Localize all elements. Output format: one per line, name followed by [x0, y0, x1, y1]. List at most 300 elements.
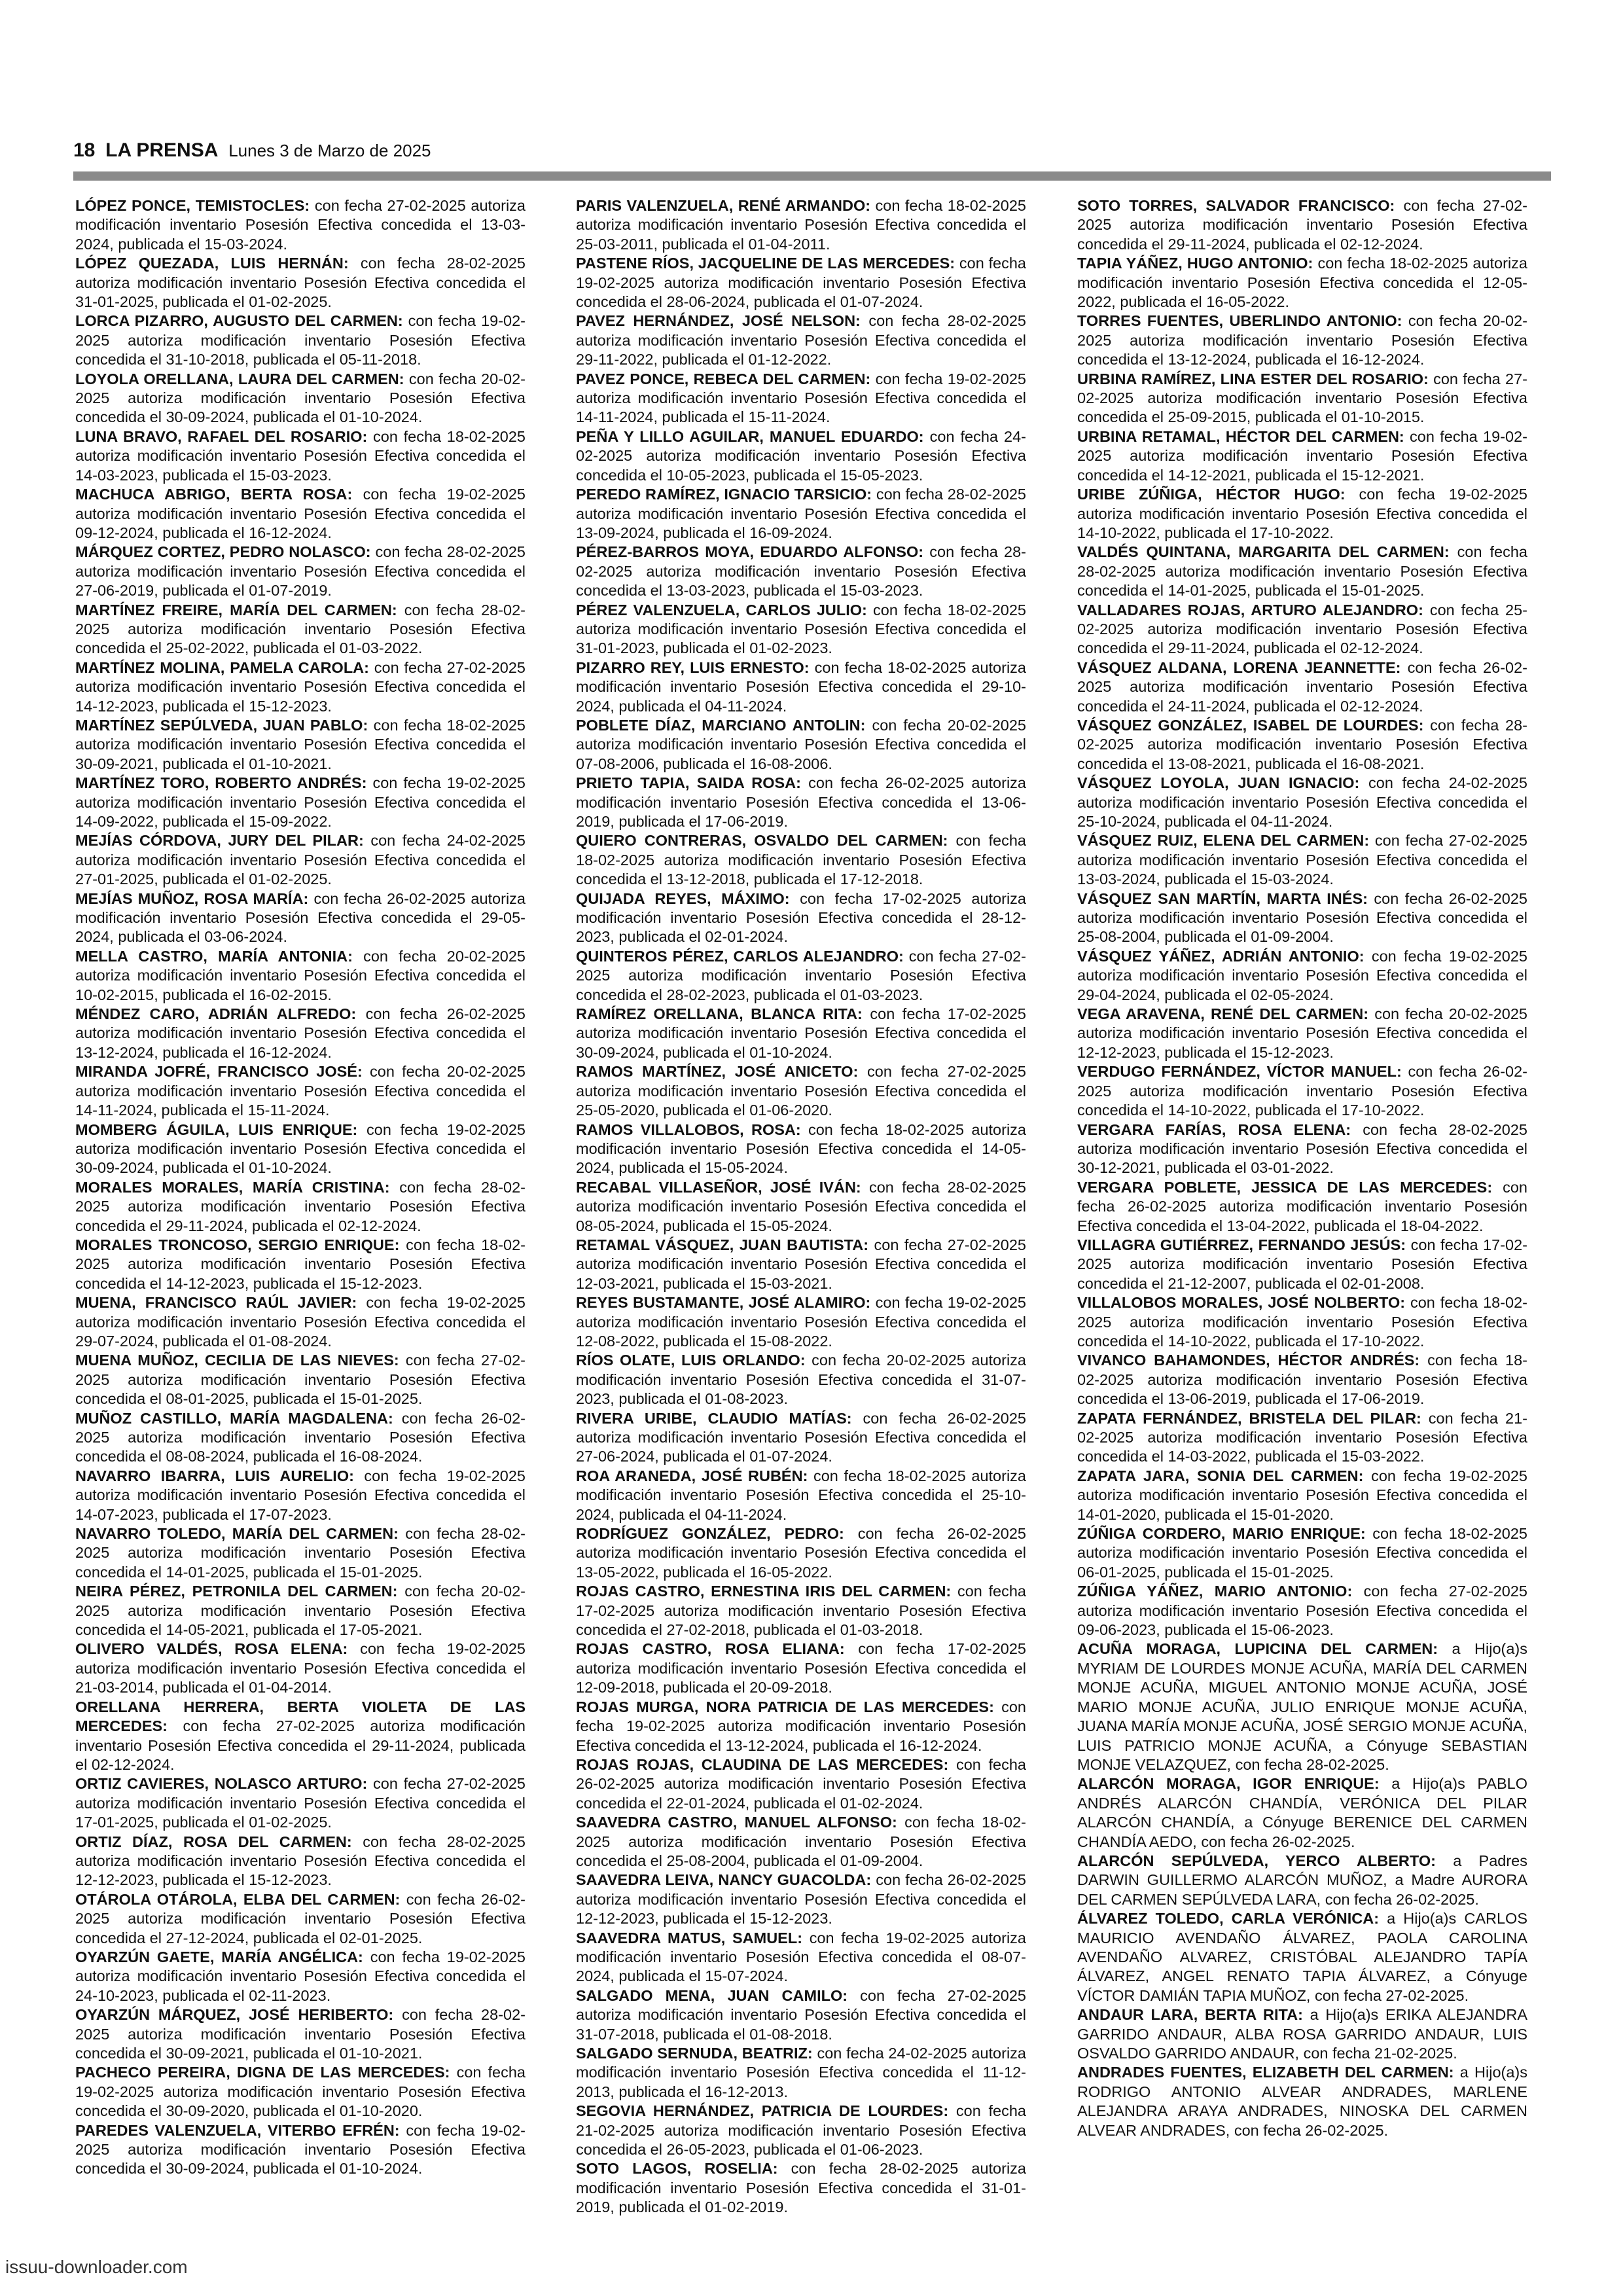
notice-entry-name: POBLETE DÍAZ, MARCIANO ANTOLIN: — [576, 716, 866, 734]
notice-entry-text: con fecha 28-02-2025 autoriza modificación inventario Posesión Efectiva concedida el 29-11-2022, publicada el 01-12-2022. — [576, 312, 1026, 368]
notice-entry-name: URBINA RETAMAL, HÉCTOR DEL CARMEN: — [1077, 427, 1404, 445]
notice-entry — [75, 254, 526, 312]
notice-entry-name: MEJÍAS CÓRDOVA, JURY DEL PILAR: — [75, 832, 364, 850]
page-header — [73, 136, 431, 165]
notice-entry — [75, 1467, 526, 1524]
notice-entry-name: URBINA RAMÍREZ, LINA ESTER DEL ROSARIO: — [1077, 370, 1429, 387]
notice-entry-name: VILLALOBOS MORALES, JOSÉ NOLBERTO: — [1077, 1294, 1406, 1312]
notice-entry-text: con fecha 28-02-2025 autoriza modificación inventario Posesión Efectiva concedida el 25-02-2022, publicada el 01-03-2022. — [75, 601, 526, 657]
notice-entry-text: con fecha 21-02-2025 autoriza modificación inventario Posesión Efectiva concedida el 14-03-2022, publicada el 15-03-2022. — [1077, 1409, 1527, 1465]
notice-entry-name: ORELLANA HERRERA, BERTA VIOLETA DE LAS MERCEDES: — [75, 1698, 526, 1735]
notice-entry-text: con fecha 18-02-2025 autoriza modificación inventario Posesión Efectiva concedida el 25-08-2004, publicada el 01-09-2004. — [576, 1814, 1026, 1869]
notice-entry-name: OLIVERO VALDÉS, ROSA ELENA: — [75, 1640, 348, 1658]
notice-entry — [576, 1236, 1026, 1293]
notice-entry-name: PAVEZ PONCE, REBECA DEL CARMEN: — [576, 370, 871, 387]
notice-entry-name: MEJÍAS MUÑOZ, ROSA MARÍA: — [75, 889, 309, 907]
notice-entry-text: con fecha 19-02-2025 autoriza modificación inventario Posesión Efectiva concedida el 14-07-2023, publicada el 17-07-2023. — [75, 1467, 526, 1523]
notice-entry-text: con fecha 25-02-2025 autoriza modificación inventario Posesión Efectiva concedida el 29-11-2024, publicada el 02-12-2024. — [1077, 601, 1527, 657]
notice-entry-name: ALARCÓN MORAGA, IGOR ENRIQUE: — [1077, 1775, 1380, 1793]
notice-entry — [576, 1986, 1026, 2044]
notice-entry-text: con fecha 24-02-2025 autoriza modificación inventario Posesión Efectiva concedida el 10-05-2023, publicada el 15-05-2023. — [576, 427, 1026, 484]
notice-entry-name: SAAVEDRA MATUS, SAMUEL: — [576, 1929, 803, 1946]
notice-entry — [576, 716, 1026, 774]
notice-entry-text: con fecha 19-02-2025 autoriza modificación inventario Posesión Efectiva concedida el 14-11-2024, publicada el 15-11-2024. — [576, 370, 1026, 426]
notice-entry — [75, 427, 526, 485]
notice-entry-name: SALGADO SERNUDA, BEATRIZ: — [576, 2045, 813, 2062]
notice-entry-name: SALGADO MENA, JUAN CAMILO: — [576, 1986, 848, 2004]
notice-entry-text: con fecha 26-02-2025 autoriza modificación inventario Posesión Efectiva concedida el 24-11-2024, publicada el 02-12-2024. — [1077, 658, 1527, 715]
notice-entry-name: REYES BUSTAMANTE, JOSÉ ALAMIRO: — [576, 1294, 871, 1312]
notice-entry-name: PASTENE RÍOS, JACQUELINE DE LAS MERCEDES: — [576, 255, 955, 272]
notice-entry — [75, 1005, 526, 1062]
notice-entry-name: LUNA BRAVO, RAFAEL DEL ROSARIO: — [75, 427, 368, 445]
notice-entry — [576, 601, 1026, 658]
notice-entry-text: con fecha 28-02-2025 autoriza modificación inventario Posesión Efectiva concedida el 30-12-2021, publicada el 03-01-2022. — [1077, 1121, 1527, 1177]
notice-entry-text: con fecha 19-02-2025 autoriza modificación inventario Posesión Efectiva concedida el 30-09-2024, publicada el 01-10-2024. — [75, 2121, 526, 2178]
notice-entry-name: NAVARRO TOLEDO, MARÍA DEL CARMEN: — [75, 1525, 399, 1543]
notice-entry — [576, 1871, 1026, 1928]
notice-entry-text: con fecha 26-02-2025 autoriza modificación inventario Posesión Efectiva concedida el 22-01-2024, publicada el 01-02-2024. — [576, 1755, 1026, 1812]
notice-entry-text: con fecha 28-02-2025 autoriza modificación inventario Posesión Efectiva concedida el 13-03-2023, publicada el 15-03-2023. — [576, 543, 1026, 600]
notice-entry-text: con fecha 28-02-2025 autoriza modificación inventario Posesión Efectiva concedida el 14-01-2025, publicada el 15-01-2025. — [1077, 543, 1528, 600]
notice-entry-name: LÓPEZ PONCE, TEMISTOCLES: — [75, 197, 310, 214]
notice-entry-name: RÍOS OLATE, LUIS ORLANDO: — [576, 1352, 806, 1369]
notice-entry-text: con fecha 20-02-2025 autoriza modificación inventario Posesión Efectiva concedida el 12-12-2023, publicada el 15-12-2023. — [1077, 1005, 1527, 1061]
notice-entry — [576, 2159, 1026, 2217]
notice-entry-text: con fecha 17-02-2025 autoriza modificación inventario Posesión Efectiva concedida el 12-09-2018, publicada el 20-09-2018. — [576, 1640, 1026, 1696]
notice-entry — [1077, 2063, 1527, 2140]
notice-entry — [75, 889, 526, 947]
notice-entry-name: ANDRADES FUENTES, ELIZABETH DEL CARMEN: — [1077, 2064, 1454, 2081]
notice-entry — [1077, 1121, 1527, 1178]
notice-entry-name: VERGARA FARÍAS, ROSA ELENA: — [1077, 1121, 1351, 1138]
notice-entry — [1077, 1062, 1527, 1120]
notice-entry-text: con fecha 28-02-2025 autoriza modificación inventario Posesión Efectiva concedida el 13-09-2024, publicada el 16-09-2024. — [576, 486, 1026, 541]
notice-entry-name: MIRANDA JOFRÉ, FRANCISCO JOSÉ: — [75, 1063, 363, 1081]
notice-entry — [576, 1409, 1026, 1467]
notice-entry-text: con fecha 28-02-2025 autoriza modificación inventario Posesión Efectiva concedida el 31-01-2019, publicada el 01-02-2019. — [576, 2160, 1026, 2216]
notice-entry-name: RODRÍGUEZ GONZÁLEZ, PEDRO: — [576, 1525, 844, 1543]
notice-entry — [1077, 254, 1527, 312]
notice-entry — [75, 1890, 526, 1948]
notice-entry — [576, 1813, 1026, 1871]
notice-entry — [1077, 485, 1527, 543]
notice-entry-text: con fecha 28-02-2025 autoriza modificación inventario Posesión Efectiva concedida el 13-08-2021, publicada el 16-08-2021. — [1077, 716, 1527, 772]
notice-entry-name: RAMOS VILLALOBOS, ROSA: — [576, 1121, 801, 1138]
notice-entry-text: con fecha 27-02-2025 autoriza modificación inventario Posesión Efectiva concedida el 13-03-2024, publicada el 15-03-2024. — [1077, 832, 1527, 888]
notice-entry-text: con fecha 27-02-2025 autoriza modificación inventario Posesión Efectiva concedida el 25-05-2020, publicada el 01-06-2020. — [576, 1063, 1026, 1119]
notice-entry-text: con fecha 20-02-2025 autoriza modificación inventario Posesión Efectiva concedida el 07-08-2006, publicada el 16-08-2006. — [576, 716, 1026, 772]
notice-entry-text: con fecha 28-02-2025 autoriza modificación inventario Posesión Efectiva concedida el 08-05-2024, publicada el 15-05-2024. — [576, 1178, 1026, 1234]
notice-entry-text: con fecha 28-02-2025 autoriza modificación inventario Posesión Efectiva concedida el 31-01-2025, publicada el 01-02-2025. — [75, 255, 526, 311]
notice-entry-text: con fecha 19-02-2025 autoriza modificación inventario Posesión Efectiva concedida el 14-12-2021, publicada el 15-12-2021. — [1077, 427, 1527, 484]
notice-entry-text: con fecha 26-02-2025 autoriza modificación inventario Posesión Efectiva concedida el 27-12-2024, publicada el 02-01-2025. — [75, 1890, 526, 1946]
notice-entry-name: ZAPATA FERNÁNDEZ, BRISTELA DEL PILAR: — [1077, 1409, 1421, 1427]
notice-entry-name: ÁLVAREZ TOLEDO, CARLA VERÓNICA: — [1077, 1910, 1380, 1928]
notice-entry-name: ROJAS CASTRO, ERNESTINA IRIS DEL CARMEN: — [576, 1583, 952, 1600]
notice-entry-text: a Hijo(a)s PABLO ANDRÉS ALARCÓN CHANDÍA, VERÓNICA DEL PILAR ALARCÓN CHANDÍA, a Cónyuge BERENICE DEL CARMEN CHANDÍA AEDO, con fecha 26-02-2025. — [1077, 1775, 1527, 1850]
notice-entry — [1077, 1524, 1527, 1582]
notice-entry-text: con fecha 26-02-2025 autoriza modificación inventario Posesión Efectiva concedida el 13-12-2024, publicada el 16-12-2024. — [75, 1005, 526, 1061]
notice-entry — [1077, 1409, 1527, 1467]
notice-entry-text: con fecha 18-02-2025 autoriza modificación inventario Posesión Efectiva concedida el 30-09-2021, publicada el 01-10-2021. — [75, 716, 526, 772]
notice-entry-text: con fecha 20-02-2025 autoriza modificación inventario Posesión Efectiva concedida el 10-02-2015, publicada el 16-02-2015. — [75, 947, 526, 1003]
notice-entry — [75, 1178, 526, 1236]
notice-entry-name: PÉREZ-BARROS MOYA, EDUARDO ALFONSO: — [576, 543, 924, 561]
notice-entry — [1077, 774, 1527, 831]
notice-entry-text: con fecha 19-02-2025 autoriza modificación inventario Posesión Efectiva concedida el 08-07-2024, publicada el 15-07-2024. — [576, 1929, 1026, 1985]
notice-entry-name: MÉNDEZ CARO, ADRIÁN ALFREDO: — [75, 1005, 357, 1023]
notice-entry — [1077, 716, 1527, 774]
notice-entry-text: a Hijo(a)s CARLOS MAURICIO AVENDAÑO ÁLVAREZ, PAOLA CAROLINA AVENDAÑO ALVAREZ, CRISTÓBAL ALEJANDRO TAPÍA ÁLVAREZ, ANGEL RENATO TAPIA ÁLVAREZ, a Cónyuge VÍCTOR DAMIÁN TAPIA MUÑOZ, con fecha 27-02-2025. — [1077, 1910, 1527, 2004]
notice-entry-name: RAMÍREZ ORELLANA, BLANCA RITA: — [576, 1005, 863, 1023]
notice-entry — [75, 716, 526, 774]
notice-entry-name: VÁSQUEZ ALDANA, LORENA JEANNETTE: — [1077, 658, 1401, 676]
notice-entry — [1077, 658, 1527, 716]
notice-entry-name: QUIERO CONTRERAS, OSVALDO DEL CARMEN: — [576, 832, 948, 850]
notice-entry-text: con fecha 27-02-2025 autoriza modificación inventario Posesión Efectiva concedida el 29-11-2024, publicada el 02-12-2024. — [1077, 197, 1527, 253]
notice-entry — [576, 2044, 1026, 2102]
publication-name: LA PRENSA — [105, 139, 219, 161]
notice-entry — [75, 2005, 526, 2063]
notice-entry-text: con fecha 19-02-2025 autoriza modificación inventario Posesión Efectiva concedida el 21-03-2014, publicada el 01-04-2014. — [75, 1640, 526, 1696]
notice-entry — [1077, 1005, 1527, 1062]
notice-entry — [1077, 196, 1527, 254]
notice-entry-name: SOTO LAGOS, ROSELIA: — [576, 2160, 778, 2178]
notice-entry-name: MÁRQUEZ CORTEZ, PEDRO NOLASCO: — [75, 543, 371, 561]
notice-entry-text: con fecha 24-02-2025 autoriza modificación inventario Posesión Efectiva concedida el 11-12-2013, publicada el 16-12-2013. — [576, 2045, 1026, 2100]
notice-entry — [576, 947, 1026, 1005]
notice-entry-name: PAREDES VALENZUELA, VITERBO EFRÉN: — [75, 2121, 400, 2139]
notice-entry — [1077, 543, 1527, 600]
notice-entry-text: con fecha 18-02-2025 autoriza modificación inventario Posesión Efectiva concedida el 25-10-2024, publicada el 04-11-2024. — [576, 1467, 1026, 1523]
notice-entry-text: con fecha 26-02-2025 autoriza modificación inventario Posesión Efectiva concedida el 08-08-2024, publicada el 16-08-2024. — [75, 1409, 526, 1465]
notice-entry — [576, 1640, 1026, 1697]
notice-entry-name: VÁSQUEZ GONZÁLEZ, ISABEL DE LOURDES: — [1077, 716, 1424, 734]
notice-entry-name: PAVEZ HERNÁNDEZ, JOSÉ NELSON: — [576, 312, 861, 330]
notice-entry-name: OTÁROLA OTÁROLA, ELBA DEL CARMEN: — [75, 1890, 401, 1908]
notice-entry-text: con fecha 21-02-2025 autoriza modificación inventario Posesión Efectiva concedida el 26-05-2023, publicada el 01-06-2023. — [576, 2102, 1026, 2159]
notice-entry — [75, 196, 526, 254]
notice-entry — [576, 889, 1026, 947]
notice-entry-name: PARIS VALENZUELA, RENÉ ARMANDO: — [576, 197, 871, 214]
notice-entry — [75, 658, 526, 716]
notice-entry — [1077, 1909, 1527, 2005]
notice-entry-text: con fecha 27-02-2025 autoriza modificación inventario Posesión Efectiva concedida el 28-02-2023, publicada el 01-03-2023. — [576, 947, 1026, 1003]
notice-entry-text: con fecha 26-02-2025 autoriza modificación inventario Posesión Efectiva concedida el 13-06-2019, publicada el 17-06-2019. — [576, 774, 1026, 830]
notice-entry-name: RETAMAL VÁSQUEZ, JUAN BAUTISTA: — [576, 1236, 869, 1253]
notice-entry-text: con fecha 18-02-2025 autoriza modificación inventario Posesión Efectiva concedida el 14-12-2023, publicada el 15-12-2023. — [75, 1236, 526, 1292]
notice-entry-text: a Padres DARWIN GUILLERMO ALARCÓN MUÑOZ, a Madre AURORA DEL CARMEN SEPÚLVEDA LARA, con fecha 26-02-2025. — [1077, 1852, 1528, 1908]
notice-entry-name: MARTÍNEZ SEPÚLVEDA, JUAN PABLO: — [75, 716, 368, 734]
notice-entry-text: con fecha 19-02-2025 autoriza modificación inventario Posesión Efectiva concedida el 12-08-2022, publicada el 15-08-2022. — [576, 1294, 1026, 1350]
notice-entry-text: con fecha 27-02-2025 autoriza modificación inventario Posesión Efectiva concedida el 29-11-2024, publicada el 02-12-2024. — [75, 1717, 526, 1773]
notice-entry — [576, 658, 1026, 716]
notice-entry-name: ZAPATA JARA, SONIA DEL CARMEN: — [1077, 1467, 1364, 1484]
notice-entry-text: con fecha 20-02-2025 autoriza modificación inventario Posesión Efectiva concedida el 31-07-2023, publicada el 01-08-2023. — [576, 1352, 1026, 1408]
notice-entry — [576, 1755, 1026, 1813]
notice-entry-text: con fecha 26-02-2025 autoriza modificación inventario Posesión Efectiva concedida el 12-12-2023, publicada el 15-12-2023. — [576, 1871, 1026, 1928]
notice-entry — [1077, 1236, 1527, 1293]
notice-entry-text: con fecha 19-02-2025 autoriza modificación inventario Posesión Efectiva concedida el 29-07-2024, publicada el 01-08-2024. — [75, 1294, 526, 1350]
notice-entry-name: PEÑA Y LILLO AGUILAR, MANUEL EDUARDO: — [576, 427, 924, 445]
notice-entry-text: a Hijo(a)s MYRIAM DE LOURDES MONJE ACUÑA, MARÍA DEL CARMEN MONJE ACUÑA, MIGUEL ANTONIO MONJE ACUÑA, JOSÉ MARIO MONJE ACUÑA, JULIO ENRIQUE MONJE ACUÑA, JUANA MARÍA MONJE ACUÑA, JOSÉ SERGIO MONJE ACUÑA, LUIS PATRICIO MONJE ACUÑA, a Cónyuge SEBASTIAN MONJE VELAZQUEZ, con fecha 28-02-2025. — [1077, 1640, 1527, 1773]
notice-entry — [75, 370, 526, 427]
notice-entry-name: MARTÍNEZ TORO, ROBERTO ANDRÉS: — [75, 774, 367, 792]
notice-entry — [576, 1698, 1026, 1755]
notice-entry-text: con fecha 18-02-2025 autoriza modificación inventario Posesión Efectiva concedida el 14-03-2023, publicada el 15-03-2023. — [75, 427, 526, 484]
notice-entry — [1077, 1774, 1527, 1852]
notice-entry — [75, 312, 526, 369]
notice-entry-text: con fecha 19-02-2025 autoriza modificación inventario Posesión Efectiva concedida el 14-10-2022, publicada el 17-10-2022. — [1077, 486, 1527, 541]
notice-entry-text: con fecha 27-02-2025 autoriza modificación inventario Posesión Efectiva concedida el 17-01-2025, publicada el 01-02-2025. — [75, 1775, 526, 1831]
notice-entry-text: con fecha 17-02-2025 autoriza modificación inventario Posesión Efectiva concedida el 28-12-2023, publicada el 02-01-2024. — [576, 889, 1027, 946]
notice-entry — [576, 774, 1026, 831]
notice-entry-text: con fecha 18-02-2025 autoriza modificación inventario Posesión Efectiva concedida el 14-05-2024, publicada el 15-05-2024. — [576, 1121, 1026, 1177]
notice-entry-text: con fecha 26-02-2025 autoriza modificación inventario Posesión Efectiva concedida el 13-04-2022, publicada el 18-04-2022. — [1077, 1178, 1527, 1234]
notice-entry — [75, 1582, 526, 1640]
notice-entry-text: con fecha 18-02-2025 autoriza modificación inventario Posesión Efectiva concedida el 12-05-2022, publicada el 16-05-2022. — [1077, 255, 1527, 311]
notice-entry — [1077, 427, 1527, 485]
publication-date: Lunes 3 de Marzo de 2025 — [228, 141, 431, 160]
notice-entry-name: MORALES MORALES, MARÍA CRISTINA: — [75, 1178, 390, 1196]
notice-entry-name: LOYOLA ORELLANA, LAURA DEL CARMEN: — [75, 370, 404, 387]
notice-entry — [576, 1929, 1026, 1986]
notice-entry — [576, 427, 1026, 485]
notice-entry-name: ORTIZ CAVIERES, NOLASCO ARTURO: — [75, 1775, 368, 1793]
notice-entry — [1077, 1582, 1527, 1640]
header-rule — [73, 171, 1551, 181]
notice-entry-name: VERDUGO FERNÁNDEZ, VÍCTOR MANUEL: — [1077, 1063, 1402, 1081]
notice-entry — [576, 1005, 1026, 1062]
notice-entry-text: con fecha 19-02-2025 autoriza modificación inventario Posesión Efectiva concedida el 30-09-2020, publicada el 01-10-2020. — [75, 2064, 526, 2120]
notice-entry-name: VEGA ARAVENA, RENÉ DEL CARMEN: — [1077, 1005, 1369, 1023]
notice-entry-name: QUIJADA REYES, MÁXIMO: — [576, 889, 790, 907]
notice-entry — [1077, 889, 1527, 947]
notice-entry — [75, 543, 526, 600]
notice-entry — [75, 1236, 526, 1293]
notice-entry-text: con fecha 19-02-2025 autoriza modificación inventario Posesión Efectiva concedida el 30-09-2024, publicada el 01-10-2024. — [75, 1121, 526, 1177]
notice-entry-name: PÉREZ VALENZUELA, CARLOS JULIO: — [576, 601, 867, 619]
source-watermark: issuu-downloader.com — [5, 2257, 188, 2277]
notice-entry-name: VALDÉS QUINTANA, MARGARITA DEL CARMEN: — [1077, 543, 1450, 561]
notice-entry-name: VÁSQUEZ SAN MARTÍN, MARTA INÉS: — [1077, 889, 1368, 907]
notice-entry-text: con fecha 19-02-2025 autoriza modificación inventario Posesión Efectiva concedida el 31-10-2018, publicada el 05-11-2018. — [75, 312, 526, 368]
notice-entry — [75, 774, 526, 831]
notice-entry-name: VALLADARES ROJAS, ARTURO ALEJANDRO: — [1077, 601, 1423, 619]
notice-entry-name: TORRES FUENTES, UBERLINDO ANTONIO: — [1077, 312, 1402, 330]
notice-entry — [576, 543, 1026, 600]
notice-entry-name: ZÚÑIGA CORDERO, MARIO ENRIQUE: — [1077, 1525, 1366, 1543]
notice-entry-name: RAMOS MARTÍNEZ, JOSÉ ANICETO: — [576, 1063, 859, 1081]
notice-entry-text: con fecha 24-02-2025 autoriza modificación inventario Posesión Efectiva concedida el 25-10-2024, publicada el 04-11-2024. — [1077, 774, 1527, 830]
notice-entry-name: MELLA CASTRO, MARÍA ANTONIA: — [75, 947, 353, 965]
notice-entry-name: SAAVEDRA CASTRO, MANUEL ALFONSO: — [576, 1814, 897, 1831]
notice-entry-name: ORTIZ DÍAZ, ROSA DEL CARMEN: — [75, 1833, 352, 1850]
notice-entry-text: con fecha 17-02-2025 autoriza modificación inventario Posesión Efectiva concedida el 30-09-2024, publicada el 01-10-2024. — [576, 1005, 1026, 1061]
notice-entry — [576, 254, 1026, 312]
notice-entry — [75, 485, 526, 543]
notice-entry-name: ANDAUR LARA, BERTA RITA: — [1077, 2006, 1303, 2024]
notice-entry-name: ROA ARANEDA, JOSÉ RUBÉN: — [576, 1467, 808, 1484]
notice-entry — [1077, 1467, 1527, 1524]
notice-entry-name: MORALES TRONCOSO, SERGIO ENRIQUE: — [75, 1236, 400, 1253]
notice-entry-name: SOTO TORRES, SALVADOR FRANCISCO: — [1077, 197, 1395, 214]
notice-entry — [1077, 947, 1527, 1005]
notice-entry-text: con fecha 27-02-2025 autoriza modificación inventario Posesión Efectiva concedida el 12-03-2021, publicada el 15-03-2021. — [576, 1236, 1026, 1292]
notice-entry-text: con fecha 18-02-2025 autoriza modificación inventario Posesión Efectiva concedida el 14-10-2022, publicada el 17-10-2022. — [1077, 1294, 1527, 1350]
notice-entry — [576, 1293, 1026, 1351]
notice-entry-name: PACHECO PEREIRA, DIGNA DE LAS MERCEDES: — [75, 2064, 450, 2081]
notice-entry-name: ACUÑA MORAGA, LUPICINA DEL CARMEN: — [1077, 1640, 1438, 1658]
notice-entry-text: con fecha 17-02-2025 autoriza modificación inventario Posesión Efectiva concedida el 27-02-2018, publicada el 01-03-2018. — [576, 1583, 1026, 1639]
notice-entry-text: con fecha 19-02-2025 autoriza modificación inventario Posesión Efectiva concedida el 28-06-2024, publicada el 01-07-2024. — [576, 255, 1027, 311]
notice-entry-name: NAVARRO IBARRA, LUIS AURELIO: — [75, 1467, 354, 1484]
notice-entry-name: LÓPEZ QUEZADA, LUIS HERNÁN: — [75, 255, 349, 272]
notice-entry-name: SEGOVIA HERNÁNDEZ, PATRICIA DE LOURDES: — [576, 2102, 949, 2120]
notice-entry — [75, 1351, 526, 1408]
notice-entry — [1077, 1293, 1527, 1351]
notice-entry — [576, 1121, 1026, 1178]
notice-entry-name: SAAVEDRA LEIVA, NANCY GUACOLDA: — [576, 1871, 872, 1889]
notice-entry — [1077, 831, 1527, 889]
notice-entry-name: ROJAS CASTRO, ROSA ELIANA: — [576, 1640, 845, 1658]
notice-entry — [75, 1293, 526, 1351]
notice-entry-text: con fecha 26-02-2025 autoriza modificación inventario Posesión Efectiva concedida el 13-05-2022, publicada el 16-05-2022. — [576, 1525, 1026, 1581]
notice-entry-text: a Hijo(a)s ERIKA ALEJANDRA GARRIDO ANDAUR, ALBA ROSA GARRIDO ANDAUR, LUIS OSVALDO GARRIDO ANDAUR, con fecha 21-02-2025. — [1077, 2006, 1528, 2062]
notice-entry-name: MARTÍNEZ FREIRE, MARÍA DEL CARMEN: — [75, 601, 397, 619]
notice-entry-text: con fecha 28-02-2025 autoriza modificación inventario Posesión Efectiva concedida el 29-11-2024, publicada el 02-12-2024. — [75, 1178, 526, 1234]
notice-entry-text: con fecha 26-02-2025 autoriza modificación inventario Posesión Efectiva concedida el 25-08-2004, publicada el 01-09-2004. — [1077, 889, 1527, 946]
notice-entry-name: MUENA MUÑOZ, CECILIA DE LAS NIEVES: — [75, 1352, 399, 1369]
notice-entry — [75, 1774, 526, 1832]
notice-entry — [1077, 601, 1527, 658]
notice-entry-text: con fecha 18-02-2025 autoriza modificación inventario Posesión Efectiva concedida el 13-12-2018, publicada el 17-12-2018. — [576, 832, 1026, 888]
notice-entry-name: MUÑOZ CASTILLO, MARÍA MAGDALENA: — [75, 1409, 393, 1427]
notice-entry — [75, 1833, 526, 1890]
notice-entry-text: con fecha 20-02-2025 autoriza modificación inventario Posesión Efectiva concedida el 14-11-2024, publicada el 15-11-2024. — [75, 1063, 526, 1119]
notice-entry-name: PRIETO TAPIA, SAIDA ROSA: — [576, 774, 801, 792]
notice-entry-text: con fecha 18-02-2025 autoriza modificación inventario Posesión Efectiva concedida el 29-10-2024, publicada el 04-11-2024. — [576, 658, 1026, 715]
notice-entry — [1077, 370, 1527, 427]
notice-entry — [75, 2121, 526, 2179]
notice-entry-text: con fecha 19-02-2025 autoriza modificación inventario Posesión Efectiva concedida el 24-10-2023, publicada el 02-11-2023. — [75, 1948, 526, 2004]
notice-entry-text: con fecha 19-02-2025 autoriza modificación inventario Posesión Efectiva concedida el 14-09-2022, publicada el 15-09-2022. — [75, 774, 526, 830]
notice-column-1 — [75, 196, 526, 2193]
notice-entry-name: NEIRA PÉREZ, PETRONILA DEL CARMEN: — [75, 1583, 398, 1600]
notice-entry-text: con fecha 27-02-2025 autoriza modificación inventario Posesión Efectiva concedida el 14-12-2023, publicada el 15-12-2023. — [75, 658, 526, 715]
notice-entry — [1077, 1852, 1527, 1909]
notice-entry-name: MACHUCA ABRIGO, BERTA ROSA: — [75, 486, 353, 503]
notice-entry-text: con fecha 18-02-2025 autoriza modificación inventario Posesión Efectiva concedida el 31-01-2023, publicada el 01-02-2023. — [576, 601, 1026, 657]
notice-entry — [75, 1524, 526, 1582]
notice-entry — [576, 1467, 1026, 1524]
notice-entry-text: con fecha 20-02-2025 autoriza modificación inventario Posesión Efectiva concedida el 14-05-2021, publicada el 17-05-2021. — [75, 1583, 526, 1639]
notice-column-2 — [576, 196, 1027, 2216]
notice-entry — [75, 2063, 526, 2121]
notice-entry-text: con fecha 18-02-2025 autoriza modificación inventario Posesión Efectiva concedida el 06-01-2025, publicada el 15-01-2025. — [1077, 1525, 1527, 1581]
notice-entry-text: con fecha 28-02-2025 autoriza modificación inventario Posesión Efectiva concedida el 30-09-2021, publicada el 01-10-2021. — [75, 2006, 526, 2062]
notice-entry-text: con fecha 27-02-2025 autoriza modificación inventario Posesión Efectiva concedida el 13-03-2024, publicada el 15-03-2024. — [75, 197, 526, 253]
notice-entry-text: con fecha 18-02-2025 autoriza modificación inventario Posesión Efectiva concedida el 13-06-2019, publicada el 17-06-2019. — [1077, 1352, 1527, 1408]
notice-entry — [576, 2102, 1026, 2159]
notice-entry — [75, 1121, 526, 1178]
notice-entry-name: ALARCÓN SEPÚLVEDA, YERCO ALBERTO: — [1077, 1852, 1436, 1869]
notice-entry-text: con fecha 27-02-2025 autoriza modificación inventario Posesión Efectiva concedida el 25-09-2015, publicada el 01-10-2015. — [1077, 370, 1527, 426]
notice-entry — [576, 485, 1026, 543]
notice-entry-name: ROJAS ROJAS, CLAUDINA DE LAS MERCEDES: — [576, 1755, 949, 1773]
notice-entry-text: con fecha 26-02-2025 autoriza modificación inventario Posesión Efectiva concedida el 14-10-2022, publicada el 17-10-2022. — [1077, 1063, 1527, 1119]
notice-entry-name: VÁSQUEZ YÁÑEZ, ADRIÁN ANTONIO: — [1077, 947, 1364, 965]
notice-entry — [1077, 312, 1527, 369]
notice-entry — [576, 1178, 1026, 1236]
notice-entry-name: MUENA, FRANCISCO RAÚL JAVIER: — [75, 1294, 357, 1312]
notice-entry-name: VÁSQUEZ LOYOLA, JUAN IGNACIO: — [1077, 774, 1360, 792]
notice-entry — [576, 1351, 1026, 1408]
notice-entry — [576, 1582, 1026, 1640]
notice-entry-text: con fecha 19-02-2025 autoriza modificación inventario Posesión Efectiva concedida el 29-04-2024, publicada el 02-05-2024. — [1077, 947, 1527, 1003]
notice-entry — [576, 312, 1026, 369]
notice-entry-name: PIZARRO REY, LUIS ERNESTO: — [576, 658, 810, 676]
notice-entry-name: VÁSQUEZ RUIZ, ELENA DEL CARMEN: — [1077, 832, 1370, 850]
notice-entry-text: con fecha 24-02-2025 autoriza modificación inventario Posesión Efectiva concedida el 27-01-2025, publicada el 01-02-2025. — [75, 832, 526, 888]
notice-entry-name: PEREDO RAMÍREZ, IGNACIO TARSICIO: — [576, 486, 872, 503]
notice-entry-name: MARTÍNEZ MOLINA, PAMELA CAROLA: — [75, 658, 369, 676]
notice-entry — [576, 1062, 1026, 1120]
notice-entry-name: URIBE ZÚÑIGA, HÉCTOR HUGO: — [1077, 486, 1346, 503]
notice-entry — [75, 947, 526, 1005]
notice-entry — [1077, 2005, 1527, 2063]
notice-entry — [576, 831, 1026, 889]
notice-entry-text: con fecha 27-02-2025 autoriza modificación inventario Posesión Efectiva concedida el 08-01-2025, publicada el 15-01-2025. — [75, 1352, 526, 1408]
notice-entry-text: con fecha 27-02-2025 autoriza modificación inventario Posesión Efectiva concedida el 31-07-2018, publicada el 01-08-2018. — [576, 1986, 1026, 2043]
notice-entry-name: ROJAS MURGA, NORA PATRICIA DE LAS MERCEDES: — [576, 1698, 994, 1715]
notice-entry — [75, 1062, 526, 1120]
notice-entry-text: con fecha 19-02-2025 autoriza modificación inventario Posesión Efectiva concedida el 14-01-2020, publicada el 15-01-2020. — [1077, 1467, 1527, 1523]
notice-entry-name: TAPIA YÁÑEZ, HUGO ANTONIO: — [1077, 255, 1313, 272]
notice-entry-name: VILLAGRA GUTIÉRREZ, FERNANDO JESÚS: — [1077, 1236, 1406, 1253]
notice-entry — [75, 1409, 526, 1467]
notice-entry-name: QUINTEROS PÉREZ, CARLOS ALEJANDRO: — [576, 947, 904, 965]
notice-entry-text: con fecha 19-02-2025 autoriza modificación inventario Posesión Efectiva concedida el 09-12-2024, publicada el 16-12-2024. — [75, 486, 526, 541]
notice-entry — [75, 831, 526, 889]
notice-entry-text: con fecha 27-02-2025 autoriza modificación inventario Posesión Efectiva concedida el 09-06-2023, publicada el 15-06-2023. — [1077, 1583, 1527, 1639]
notice-entry-text: con fecha 28-02-2025 autoriza modificación inventario Posesión Efectiva concedida el 12-12-2023, publicada el 15-12-2023. — [75, 1833, 526, 1889]
notice-entry-name: OYARZÚN MÁRQUEZ, JOSÉ HERIBERTO: — [75, 2006, 394, 2024]
notice-entry-text: con fecha 20-02-2025 autoriza modificación inventario Posesión Efectiva concedida el 13-12-2024, publicada el 16-12-2024. — [1077, 312, 1527, 368]
notice-entry — [1077, 1178, 1527, 1236]
notice-entry — [576, 370, 1026, 427]
notice-entry-name: MOMBERG ÁGUILA, LUIS ENRIQUE: — [75, 1121, 358, 1138]
notice-entry — [576, 196, 1026, 254]
notice-entry-name: VIVANCO BAHAMONDES, HÉCTOR ANDRÉS: — [1077, 1352, 1420, 1369]
notice-column-3 — [1077, 196, 1527, 2193]
notice-entry — [75, 1698, 526, 1775]
page-number: 18 — [73, 139, 96, 161]
notice-entry — [1077, 1351, 1527, 1408]
notice-entry-text: con fecha 26-02-2025 autoriza modificación inventario Posesión Efectiva concedida el 27-06-2024, publicada el 01-07-2024. — [576, 1409, 1026, 1465]
notice-entry-name: OYARZÚN GAETE, MARÍA ANGÉLICA: — [75, 1948, 363, 1965]
notice-entry-name: ZÚÑIGA YÁÑEZ, MARIO ANTONIO: — [1077, 1583, 1353, 1600]
notice-entry-name: VERGARA POBLETE, JESSICA DE LAS MERCEDES: — [1077, 1178, 1493, 1196]
notice-entry-text: con fecha 19-02-2025 autoriza modificación inventario Posesión Efectiva concedida el 13-12-2024, publicada el 16-12-2024. — [576, 1698, 1026, 1754]
notice-entry — [75, 1948, 526, 2005]
notice-entry — [576, 1524, 1026, 1582]
notice-entry — [1077, 1640, 1527, 1774]
notice-entry-text: con fecha 28-02-2025 autoriza modificación inventario Posesión Efectiva concedida el 14-01-2025, publicada el 15-01-2025. — [75, 1525, 526, 1581]
notice-entry-name: LORCA PIZARRO, AUGUSTO DEL CARMEN: — [75, 312, 403, 330]
notice-entry-text: con fecha 26-02-2025 autoriza modificación inventario Posesión Efectiva concedida el 29-05-2024, publicada el 03-06-2024. — [75, 889, 526, 946]
